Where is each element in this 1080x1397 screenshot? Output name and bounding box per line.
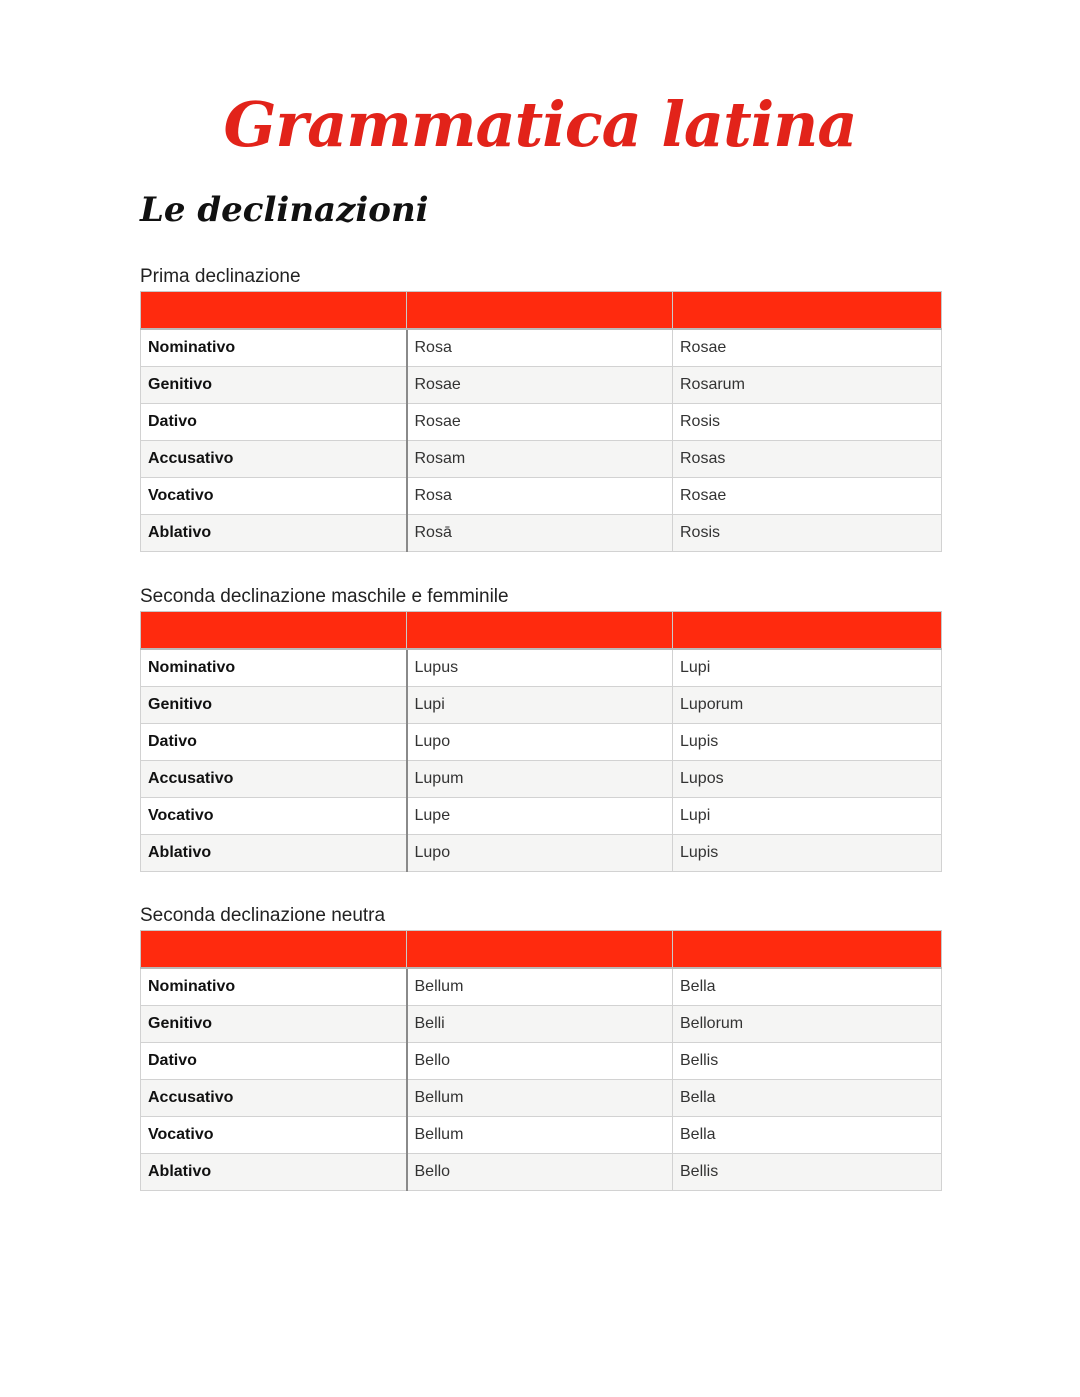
singular-cell: Rosam: [407, 441, 673, 478]
case-cell: Vocativo: [141, 1117, 407, 1154]
declension-section-3: [140, 902, 941, 1191]
plural-cell: Bella: [673, 968, 942, 1006]
case-cell: Dativo: [141, 404, 407, 441]
plural-cell: Lupi: [673, 649, 942, 687]
table-row: [141, 798, 942, 835]
singular-cell: Lupe: [407, 798, 673, 835]
table-header-row: [141, 292, 942, 330]
singular-cell: Lupus: [407, 649, 673, 687]
case-cell: Dativo: [141, 724, 407, 761]
plural-cell: Bellorum: [673, 1006, 942, 1043]
plural-cell: Bella: [673, 1117, 942, 1154]
section-subtitle: Le declinazioni: [140, 190, 429, 230]
case-cell: Vocativo: [141, 478, 407, 515]
plural-cell: Luporum: [673, 687, 942, 724]
table-row: [141, 367, 942, 404]
singular-cell: Bellum: [407, 968, 673, 1006]
singular-cell: Lupo: [407, 724, 673, 761]
singular-cell: Rosae: [407, 367, 673, 404]
table-row: [141, 687, 942, 724]
table-row: [141, 649, 942, 687]
declension-table: [140, 930, 942, 1191]
case-cell: Nominativo: [141, 968, 407, 1006]
table-heading: Prima declinazione: [140, 266, 301, 287]
singular-cell: Lupi: [407, 687, 673, 724]
header-cell-case: [141, 292, 407, 330]
table-row: [141, 1006, 942, 1043]
singular-cell: Bello: [407, 1043, 673, 1080]
header-cell-case: [141, 931, 407, 969]
table-row: [141, 1080, 942, 1117]
plural-cell: Bellis: [673, 1043, 942, 1080]
case-cell: Nominativo: [141, 649, 407, 687]
singular-cell: Bello: [407, 1154, 673, 1191]
table-heading: Seconda declinazione neutra: [140, 905, 386, 926]
case-cell: Dativo: [141, 1043, 407, 1080]
case-cell: Genitivo: [141, 687, 407, 724]
singular-cell: Rosā: [407, 515, 673, 552]
declension-table: [140, 291, 942, 552]
header-cell-singular: [407, 292, 673, 330]
table-row: [141, 404, 942, 441]
plural-cell: Bellis: [673, 1154, 942, 1191]
singular-cell: Bellum: [407, 1080, 673, 1117]
case-cell: Nominativo: [141, 329, 407, 367]
case-cell: Vocativo: [141, 798, 407, 835]
header-cell-case: [141, 612, 407, 650]
table-header-row: [141, 612, 942, 650]
plural-cell: Lupis: [673, 835, 942, 872]
declension-section-2: [140, 583, 941, 872]
header-cell-plural: [673, 292, 942, 330]
plural-cell: Rosae: [673, 478, 942, 515]
table-heading: Seconda declinazione maschile e femminile: [140, 586, 509, 607]
declension-section-1: [140, 263, 941, 552]
case-cell: Genitivo: [141, 367, 407, 404]
table-row: [141, 968, 942, 1006]
table-row: [141, 761, 942, 798]
table-row: [141, 515, 942, 552]
singular-cell: Rosa: [407, 329, 673, 367]
plural-cell: Lupi: [673, 798, 942, 835]
table-row: [141, 724, 942, 761]
table-row: [141, 478, 942, 515]
table-row: [141, 329, 942, 367]
plural-cell: Rosae: [673, 329, 942, 367]
table-row: [141, 441, 942, 478]
singular-cell: Bellum: [407, 1117, 673, 1154]
singular-cell: Rosa: [407, 478, 673, 515]
plural-cell: Lupos: [673, 761, 942, 798]
case-cell: Accusativo: [141, 761, 407, 798]
declension-table: [140, 611, 942, 872]
case-cell: Ablativo: [141, 1154, 407, 1191]
plural-cell: Rosis: [673, 404, 942, 441]
singular-cell: Lupum: [407, 761, 673, 798]
case-cell: Accusativo: [141, 1080, 407, 1117]
plural-cell: Rosis: [673, 515, 942, 552]
case-cell: Ablativo: [141, 515, 407, 552]
table-row: [141, 1154, 942, 1191]
case-cell: Genitivo: [141, 1006, 407, 1043]
header-cell-plural: [673, 931, 942, 969]
table-row: [141, 835, 942, 872]
singular-cell: Lupo: [407, 835, 673, 872]
header-cell-singular: [407, 931, 673, 969]
plural-cell: Bella: [673, 1080, 942, 1117]
plural-cell: Rosarum: [673, 367, 942, 404]
header-cell-plural: [673, 612, 942, 650]
page-title: Grammatica latina: [223, 88, 857, 161]
case-cell: Ablativo: [141, 835, 407, 872]
plural-cell: Rosas: [673, 441, 942, 478]
table-row: [141, 1117, 942, 1154]
case-cell: Accusativo: [141, 441, 407, 478]
singular-cell: Belli: [407, 1006, 673, 1043]
singular-cell: Rosae: [407, 404, 673, 441]
plural-cell: Lupis: [673, 724, 942, 761]
table-header-row: [141, 931, 942, 969]
header-cell-singular: [407, 612, 673, 650]
table-row: [141, 1043, 942, 1080]
